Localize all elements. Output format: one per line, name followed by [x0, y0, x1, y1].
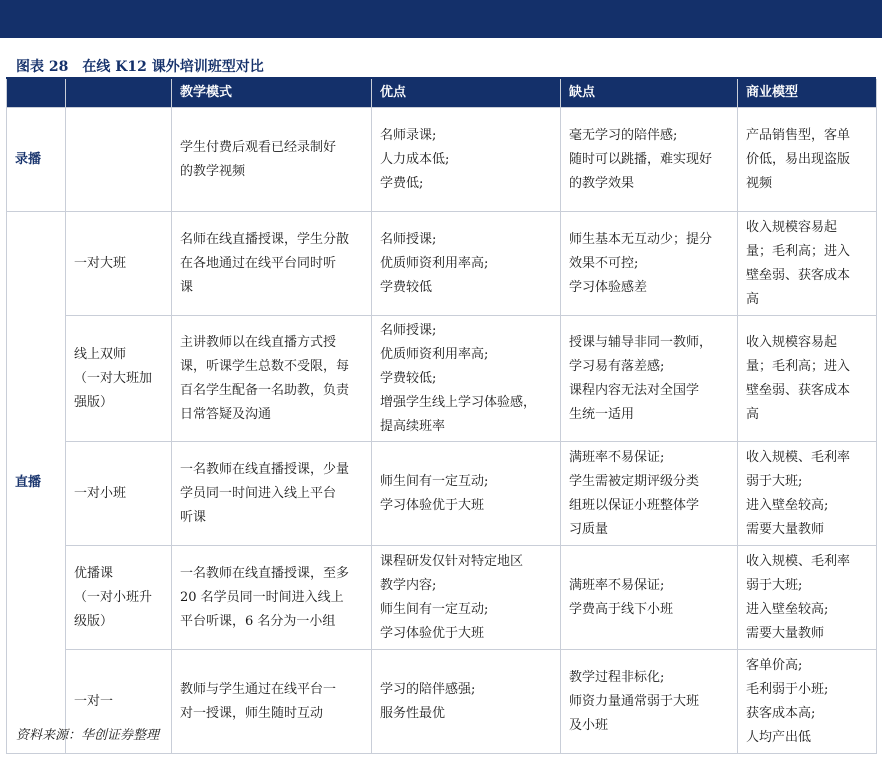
cell-line: 学费较低;: [380, 370, 437, 386]
cell-line: 一对一: [74, 693, 114, 709]
cell-line: 师生间有一定互动;: [380, 601, 489, 617]
cell-line: 弱于大班;: [746, 473, 803, 489]
cell-line: 强版）: [74, 394, 114, 410]
cell-line: 师资力量通常弱于大班: [569, 693, 700, 709]
cell-line: 名师在线直播授课，学生分散: [180, 231, 350, 247]
cell-line: 提高续班率: [380, 418, 446, 434]
type-cell: [66, 442, 172, 546]
cell-line: 组班以保证小班整体学: [569, 497, 700, 513]
mode-cell: [172, 108, 372, 212]
cell-line: 平台听课，6 名分为一小组: [180, 613, 336, 629]
mode-cell: [172, 546, 372, 650]
cell-line: 名师授课;: [380, 231, 437, 247]
header-cell-pros: 优点: [372, 79, 561, 108]
cell-line: 量；毛利高；进入: [746, 243, 851, 259]
cell-line: 学习体验优于大班: [380, 625, 485, 641]
cell-line: 一对小班: [74, 485, 127, 501]
cell-line: （一对大班加: [74, 370, 153, 386]
cell-line: 百名学生配备一名助教，负责: [180, 382, 350, 398]
pros-cell: [372, 316, 561, 442]
cell-line: 人力成本低;: [380, 151, 450, 167]
cell-line: 名师授课;: [380, 322, 437, 338]
header-cell-mode: 教学模式: [172, 79, 372, 108]
cell-line: 满班率不易保证;: [569, 449, 665, 465]
pros-cell: [372, 212, 561, 316]
cell-line: 级版）: [74, 613, 114, 629]
table-row-large-class: [7, 212, 877, 316]
cell-line: 弱于大班;: [746, 577, 803, 593]
cell-line: 学习易有落差感;: [569, 358, 665, 374]
mode-cell: [172, 316, 372, 442]
cell-line: 学费较低: [380, 279, 433, 295]
cell-line: 优播课: [74, 565, 114, 581]
cell-line: 视频: [746, 175, 773, 191]
cell-line: 对一授课，师生随时互动: [180, 705, 324, 721]
cell-line: 线上双师: [74, 346, 127, 362]
cell-line: 收入规模、毛利率: [746, 449, 851, 465]
cell-line: 人均产出低: [746, 729, 812, 745]
cons-cell: [561, 212, 738, 316]
cell-line: 20 名学员同一时间进入线上: [180, 589, 344, 605]
cell-line: 师生间有一定互动;: [380, 473, 489, 489]
pros-cell: [372, 442, 561, 546]
cell-line: 毛利弱于小班;: [746, 681, 829, 697]
cell-line: （一对小班升: [74, 589, 153, 605]
table-row-dual-teacher: [7, 316, 877, 442]
cell-line: 课，听课学生总数不受限，每: [180, 358, 350, 374]
cell-line: 获客成本高;: [746, 705, 816, 721]
business-cell: [738, 316, 877, 442]
cell-line: 进入壁垒较高;: [746, 497, 829, 513]
cell-line: 课程内容无法对全国学: [569, 382, 700, 398]
cell-line: 师生基本无互动少；提分: [569, 231, 713, 247]
type-cell: [66, 212, 172, 316]
pros-cell: [372, 546, 561, 650]
cell-line: 及小班: [569, 717, 609, 733]
cell-line: 收入规模、毛利率: [746, 553, 851, 569]
cell-line: 需要大量教师: [746, 521, 825, 537]
cell-line: 服务性最优: [380, 705, 446, 721]
cons-cell: [561, 650, 738, 754]
cons-cell: [561, 108, 738, 212]
cell-line: 学费低;: [380, 175, 424, 191]
cell-line: 壁垒弱、获客成本: [746, 267, 851, 283]
top-banner: [0, 0, 882, 38]
business-cell: [738, 108, 877, 212]
category-cell-live: 直播: [7, 212, 66, 754]
header-cell-type: [66, 79, 172, 108]
pros-cell: [372, 650, 561, 754]
cell-line: 学费高于线下小班: [569, 601, 674, 617]
cell-line: 教学过程非标化;: [569, 669, 665, 685]
business-cell: [738, 212, 877, 316]
cell-line: 效果不可控;: [569, 255, 639, 271]
cons-cell: [561, 546, 738, 650]
cons-cell: [561, 442, 738, 546]
cell-line: 增强学生线上学习体验感，: [380, 394, 537, 410]
header-row: [7, 79, 877, 108]
cell-line: 优质师资利用率高;: [380, 346, 489, 362]
cell-line: 学生付费后观看已经录制好: [180, 139, 337, 155]
cell-line: 课程研发仅针对特定地区: [380, 553, 524, 569]
cell-line: 听课: [180, 509, 207, 525]
category-cell-recorded: 录播: [7, 108, 66, 212]
cell-line: 生统一适用: [569, 406, 635, 422]
cell-line: 主讲教师以在线直播方式授: [180, 334, 337, 350]
cell-line: 高: [746, 406, 760, 422]
cons-cell: [561, 316, 738, 442]
cell-line: 高: [746, 291, 760, 307]
cell-line: 产品销售型，客单: [746, 127, 851, 143]
cell-line: 需要大量教师: [746, 625, 825, 641]
table-row-recorded: [7, 108, 877, 212]
mode-cell: [172, 212, 372, 316]
business-cell: [738, 546, 877, 650]
cell-line: 壁垒弱、获客成本: [746, 382, 851, 398]
cell-line: 满班率不易保证;: [569, 577, 665, 593]
cell-line: 进入壁垒较高;: [746, 601, 829, 617]
cell-line: 价低，易出现盗版: [746, 151, 851, 167]
cell-line: 习质量: [569, 521, 609, 537]
cell-line: 的教学效果: [569, 175, 635, 191]
source-note: 资料来源：华创证券整理: [16, 728, 160, 743]
header-cell-cons: 缺点: [561, 79, 738, 108]
pros-cell: [372, 108, 561, 212]
cell-line: 学生需被定期评级分类: [569, 473, 700, 489]
type-cell: [66, 316, 172, 442]
cell-line: 日常答疑及沟通: [180, 406, 272, 422]
business-cell: [738, 442, 877, 546]
cell-line: 收入规模容易起: [746, 219, 838, 235]
figure-title: 图表 28 在线 K12 课外培训班型对比: [16, 59, 264, 75]
mode-cell: [172, 650, 372, 754]
comparison-table: [6, 79, 877, 754]
header-cell-category: [7, 79, 66, 108]
cell-line: 教师与学生通过在线平台一: [180, 681, 337, 697]
cell-line: 优质师资利用率高;: [380, 255, 489, 271]
cell-line: 授课与辅导非同一教师，: [569, 334, 713, 350]
cell-line: 学习体验优于大班: [380, 497, 485, 513]
type-cell: [66, 546, 172, 650]
table-row-small-class: [7, 442, 877, 546]
cell-line: 学员同一时间进入线上平台: [180, 485, 337, 501]
business-cell: [738, 650, 877, 754]
cell-line: 的教学视频: [180, 163, 246, 179]
cell-line: 名师录课;: [380, 127, 437, 143]
cell-line: 在各地通过在线平台同时听: [180, 255, 337, 271]
cell-line: 毫无学习的陪伴感;: [569, 127, 678, 143]
mode-cell: [172, 442, 372, 546]
cell-line: 量；毛利高；进入: [746, 358, 851, 374]
cell-line: 一名教师在线直播授课，少量: [180, 461, 350, 477]
cell-line: 学习的陪伴感强;: [380, 681, 476, 697]
type-cell-empty: [66, 108, 172, 212]
cell-line: 随时可以跳播，难实现好: [569, 151, 713, 167]
cell-line: 收入规模容易起: [746, 334, 838, 350]
cell-line: 一名教师在线直播授课，至多: [180, 565, 350, 581]
cell-line: 学习体验感差: [569, 279, 648, 295]
cell-line: 一对大班: [74, 255, 127, 271]
cell-line: 课: [180, 279, 194, 295]
table-row-premium-class: [7, 546, 877, 650]
cell-line: 客单价高;: [746, 657, 803, 673]
header-cell-business: 商业模型: [738, 79, 877, 108]
cell-line: 教学内容;: [380, 577, 437, 593]
